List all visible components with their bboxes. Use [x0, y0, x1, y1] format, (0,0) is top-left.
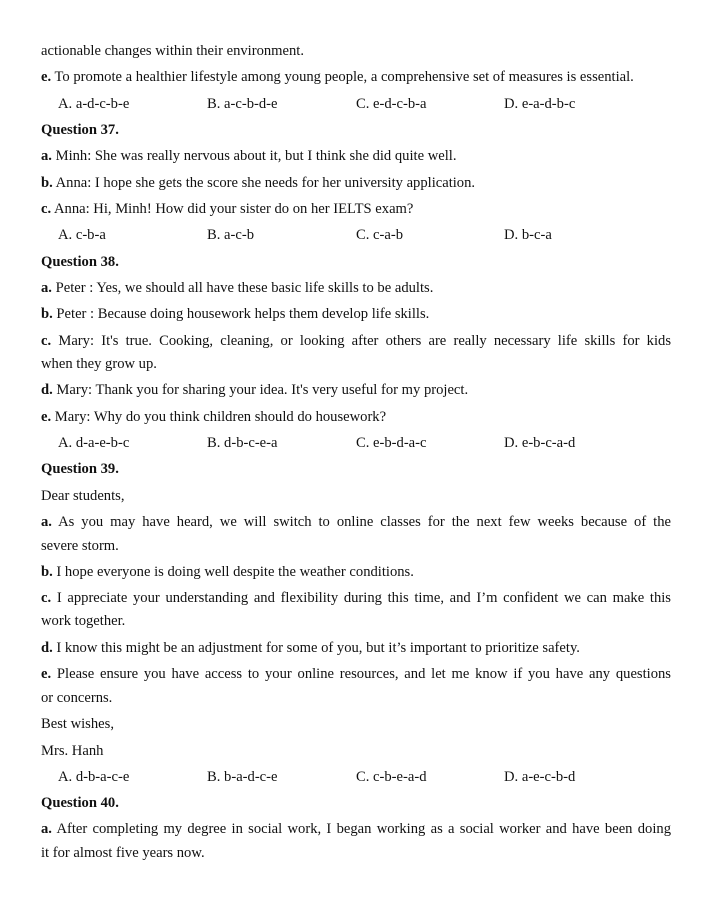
option-b[interactable]: B. d-b-c-e-a: [207, 435, 278, 451]
option-d[interactable]: D. b-c-a: [504, 227, 552, 243]
item-a-continued: severe storm.: [41, 538, 119, 554]
item-text: Anna: I hope she gets the score she needs for her university application.: [55, 175, 476, 191]
item-label: a.: [41, 280, 52, 296]
item-c-continued: when they grow up.: [41, 356, 157, 372]
item-c-continued: work together.: [41, 613, 126, 629]
item-text: Mary: Why do you think children should do housework?: [54, 409, 387, 425]
item-c: [41, 332, 671, 350]
letter-greeting: Dear students,: [41, 488, 125, 504]
item-text: As you may have heard, we will switch to online classes for the next few weeks because of the: [58, 514, 671, 530]
option-d[interactable]: D. a-e-c-b-d: [504, 769, 576, 785]
item-text: Minh: She was really nervous about it, but I think she did quite well.: [55, 148, 457, 164]
item-b: [41, 305, 429, 323]
item-label: e.: [41, 69, 52, 85]
text-line: actionable changes within their environment.: [41, 43, 305, 59]
item-text: Mary: It's true. Cooking, cleaning, or looking after others are really necessary life skills for kids: [58, 333, 671, 349]
item-text: Anna: Hi, Minh! How did your sister do on her IELTS exam?: [53, 201, 414, 217]
question-title: Question 40.: [41, 795, 119, 811]
option-c[interactable]: C. c-b-e-a-d: [356, 769, 427, 785]
item-text: To promote a healthier lifestyle among young people, a comprehensive set of measures is essential.: [51, 69, 634, 85]
item-text: Please ensure you have access to your online resources, and let me know if you have any questions: [56, 666, 671, 682]
item-text: I appreciate your understanding and flexibility during this time, and I’m confident we can make this: [56, 590, 671, 606]
item-a-continued: it for almost five years now.: [41, 845, 205, 861]
item-label: c.: [41, 333, 52, 349]
option-a[interactable]: A. d-b-a-c-e: [58, 769, 130, 785]
question-title: Question 38.: [41, 254, 119, 270]
item-label: e.: [41, 666, 52, 682]
item-b: [41, 174, 475, 192]
option-a[interactable]: A. d-a-e-b-c: [58, 435, 130, 451]
question-title: Question 39.: [41, 461, 119, 477]
item-label: e.: [41, 409, 52, 425]
item-label: d.: [41, 640, 53, 656]
option-c[interactable]: C. e-b-d-a-c: [356, 435, 427, 451]
item-text: Mary: Thank you for sharing your idea. It's very useful for my project.: [56, 382, 469, 398]
item-label: b.: [41, 175, 53, 191]
item-label: b.: [41, 306, 53, 322]
item-c: [41, 589, 671, 607]
item-b: [41, 563, 414, 581]
item-label: a.: [41, 821, 52, 837]
item-a: [41, 513, 671, 531]
item-text: After completing my degree in social work, I began working as a social worker and have been doing: [56, 821, 671, 837]
item-e: [41, 68, 634, 86]
item-text: Peter : Because doing housework helps them develop life skills.: [56, 306, 430, 322]
option-d[interactable]: D. e-b-c-a-d: [504, 435, 576, 451]
item-d: [41, 381, 468, 399]
item-label: a.: [41, 514, 52, 530]
item-a: [41, 279, 433, 297]
option-c[interactable]: C. c-a-b: [356, 227, 404, 243]
item-text: Peter : Yes, we should all have these basic life skills to be adults.: [55, 280, 434, 296]
item-a: [41, 147, 456, 165]
option-b[interactable]: B. b-a-d-c-e: [207, 769, 278, 785]
letter-signature: Mrs. Hanh: [41, 743, 104, 759]
option-a[interactable]: A. a-d-c-b-e: [58, 96, 130, 112]
item-label: d.: [41, 382, 53, 398]
option-b[interactable]: B. a-c-b: [207, 227, 255, 243]
letter-closing: Best wishes,: [41, 716, 114, 732]
item-e: [41, 665, 671, 683]
item-text: I know this might be an adjustment for some of you, but it’s important to prioritize safety.: [56, 640, 580, 656]
question-title: Question 37.: [41, 122, 119, 138]
item-e-continued: or concerns.: [41, 690, 113, 706]
item-label: a.: [41, 148, 52, 164]
item-e: [41, 408, 386, 426]
item-a: [41, 820, 671, 838]
option-d[interactable]: D. e-a-d-b-c: [504, 96, 576, 112]
item-label: b.: [41, 564, 53, 580]
option-a[interactable]: A. c-b-a: [58, 227, 106, 243]
option-b[interactable]: B. a-c-b-d-e: [207, 96, 278, 112]
item-d: [41, 639, 580, 657]
item-label: c.: [41, 590, 52, 606]
item-text: I hope everyone is doing well despite the weather conditions.: [56, 564, 414, 580]
option-c[interactable]: C. e-d-c-b-a: [356, 96, 427, 112]
item-c: [41, 200, 413, 218]
item-label: c.: [41, 201, 52, 217]
